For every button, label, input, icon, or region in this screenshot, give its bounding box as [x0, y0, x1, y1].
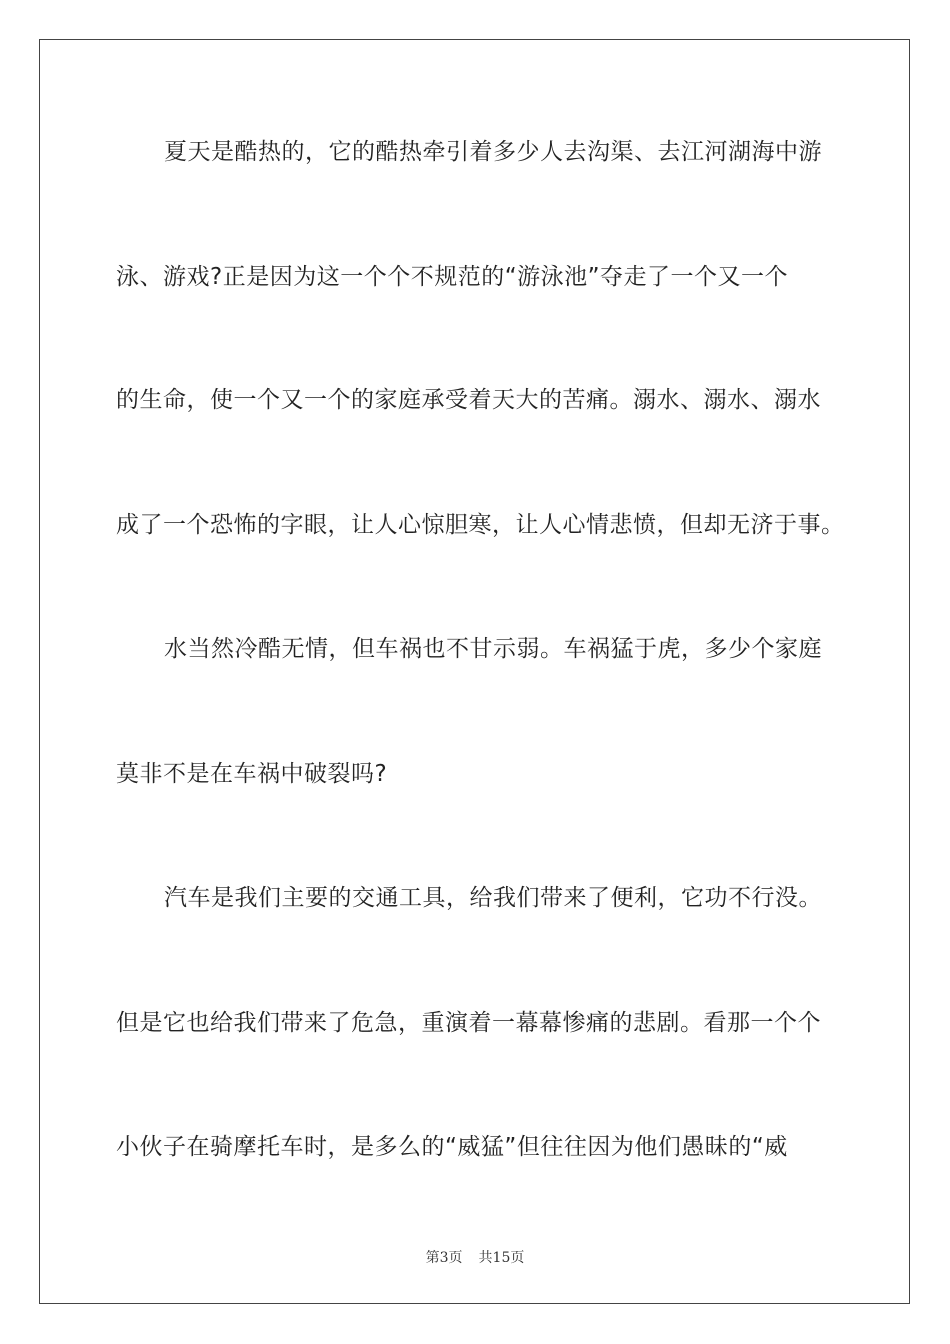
page-footer: [0, 1247, 950, 1267]
text-line: 莫非不是在车祸中破裂吗?: [116, 761, 388, 787]
text-line: 但是它也给我们带来了危急，重演着一幕幕惨痛的悲剧。看那一个个: [116, 1010, 821, 1036]
text-line: 水当然冷酷无情，但车祸也不甘示弱。车祸猛于虎，多少个家庭: [164, 636, 822, 662]
text-line: 夏天是酷热的，它的酷热牵引着多少人去沟渠、去江河湖海中游: [164, 139, 822, 165]
total-pages: 共15页: [478, 1250, 525, 1266]
page-number: 第3页: [425, 1250, 463, 1266]
text-line: 泳、游戏?正是因为这一个个不规范的“游泳池”夺走了一个又一个: [116, 264, 789, 290]
text-line: 小伙子在骑摩托车时，是多么的“威猛”但往往因为他们愚昧的“威: [116, 1134, 788, 1160]
page-border: [39, 39, 910, 1304]
text-line: 成了一个恐怖的字眼，让人心惊胆寒，让人心情悲愤，但却无济于事。: [116, 512, 845, 538]
text-line: 汽车是我们主要的交通工具，给我们带来了便利，它功不行没。: [164, 885, 822, 911]
text-line: 的生命，使一个又一个的家庭承受着天大的苦痛。溺水、溺水、溺水: [116, 387, 821, 413]
